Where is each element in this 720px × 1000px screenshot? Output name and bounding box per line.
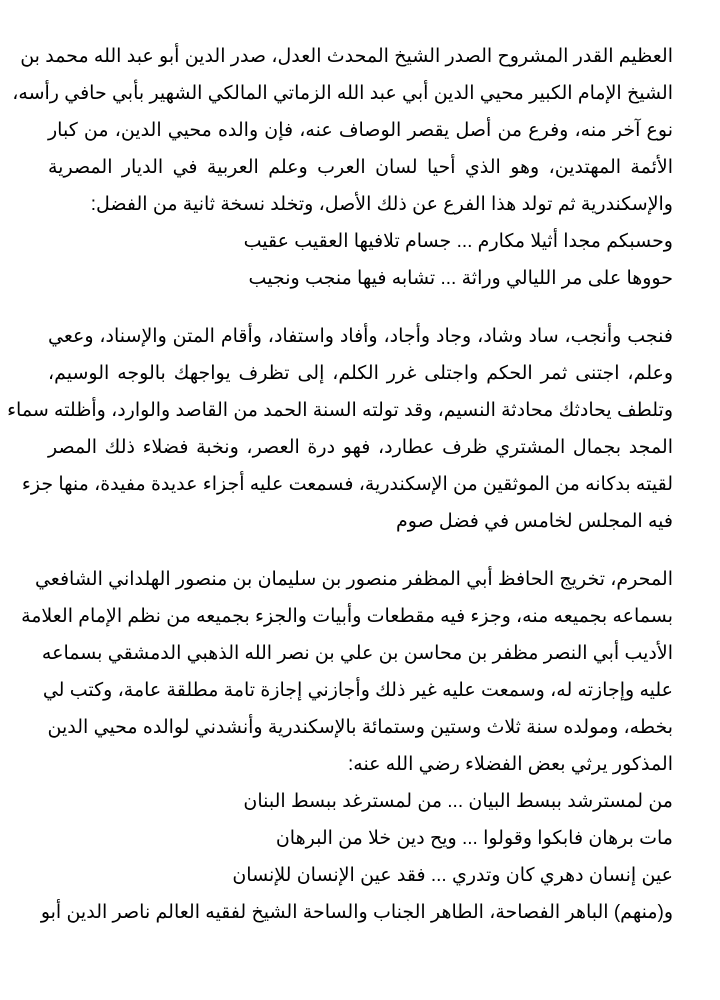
text-line: المذكور يرثي بعض الفضلاء رضي الله عنه:	[347, 754, 673, 775]
text-line: وتلطف يحادثك محادثة النسيم، وقد تولته السنة الحمد من القاصد والوارد، وأظلته سماء	[7, 400, 673, 421]
text-line: وعلم، اجتنى ثمر الحكم واجتلى غرر الكلم، إلى تظرف يواجهك بالوجه الوسيم،	[48, 363, 673, 384]
text-line: لقيته بدكانه من الموثقين من الإسكندرية، فسمعت عليه أجزاء عديدة مفيدة، منها جزء	[21, 474, 673, 495]
text-line: و(منهم) الباهر الفصاحة، الطاهر الجناب والساحة الشيخ لفقيه العالم ناصر الدين أبو	[40, 902, 673, 923]
verse-line: مات برهان فابكوا وقولوا ... ويح دين خلا من البرهان	[275, 828, 673, 849]
text-line: فنجب وأنجب، ساد وشاد، وجاد وأجاد، وأفاد واستفاد، وأقام المتن والإسناد، وععي	[48, 326, 673, 347]
text-line: المحرم، تخريج الحافظ أبي المظفر منصور بن سليمان بن منصور الهلداني الشافعي	[34, 569, 673, 590]
text-line: نوع آخر منه، وفرع من أصل يقصر الوصاف عنه، فإن والده محيي الدين، من كبار	[48, 120, 673, 141]
text-line: بسماعه بجميعه منه، وجزء فيه مقطعات وأبيات والجزء بجميعه من نظم الإمام العلامة	[21, 606, 673, 627]
text-line: الشيخ الإمام الكبير محيي الدين أبي عبد الله الزماتي المالكي الشهير بأبي حافي رأسه،	[12, 83, 673, 104]
text-line: عليه وإجازته له، وسمعت عليه غير ذلك وأجازني إجازة تامة مطلقة عامة، وكتب لي	[42, 680, 673, 701]
text-line: فيه المجلس لخامس في فضل صوم	[395, 511, 673, 532]
text-line: العظيم القدر المشروح الصدر الشيخ المحدث العدل، صدر الدين أبو عبد الله محمد بن	[20, 46, 673, 67]
verse-line: حووها على مر الليالي وراثة ... تشابه فيها منجب ونجيب	[248, 268, 673, 289]
text-line: الأئمة المهتدين، وهو الذي أحيا لسان العرب وعلم العربية في الديار المصرية	[48, 157, 673, 178]
text-line: بخطه، ومولده سنة ثلاث وستين وستمائة بالإسكندرية وأنشدني لوالده محيي الدين	[47, 717, 673, 738]
text-line: المجد بجمال المشتري ظرف عطارد، فهو درة العصر، ونخبة فضلاء ذلك المصر	[48, 437, 673, 458]
verse-line: عين إنسان دهري كان وتدري ... فقد عين الإنسان للإنسان	[232, 865, 673, 886]
verse-line: وحسبكم مجدا أثيلا مكارم ... جسام تلافيها العقيب عقيب	[243, 231, 673, 252]
text-line: والإسكندرية ثم تولد هذا الفرع عن ذلك الأصل، وتخلد نسخة ثانية من الفضل:	[90, 194, 673, 215]
text-line: الأديب أبي النصر مظفر بن محاسن بن علي بن نصر الله الذهبي الدمشقي بسماعه	[41, 643, 673, 664]
verse-line: من لمسترشد ببسط البيان ... من لمسترغد ببسط البنان	[243, 791, 673, 812]
